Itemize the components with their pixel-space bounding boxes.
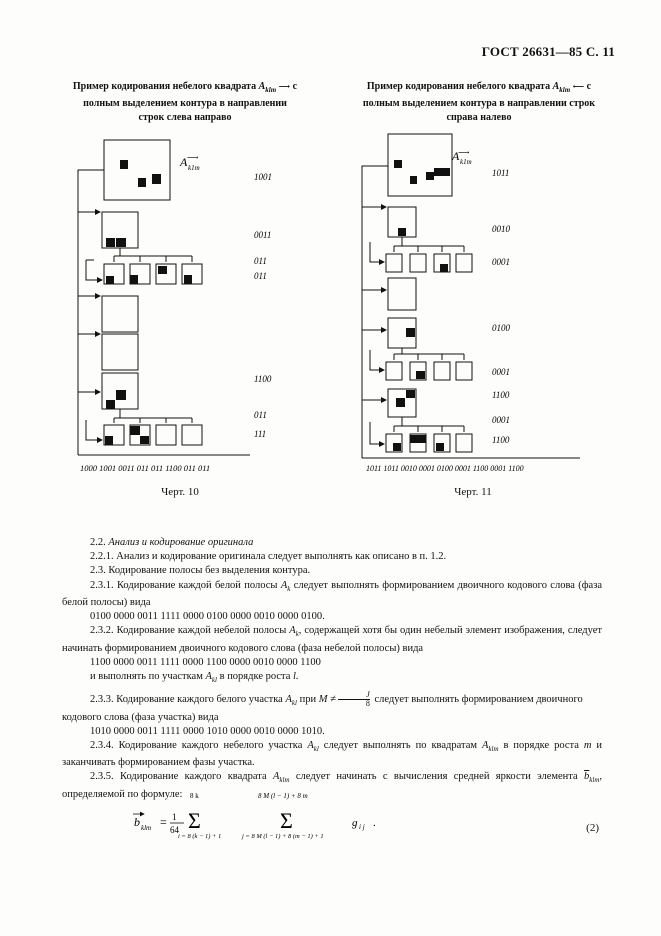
fig10-symbol-sub: k1m bbox=[188, 164, 200, 172]
math-symbol: A bbox=[481, 739, 489, 751]
fig11-code: 1100 bbox=[492, 435, 510, 445]
filled-cell bbox=[130, 275, 138, 284]
fig10-code: 111 bbox=[254, 429, 267, 439]
text-run: следует начинать с вычисления средней яркости элемента bbox=[295, 771, 578, 783]
text-run: 2.3.4. Кодирование каждого небелого участка bbox=[90, 739, 303, 751]
fig11-symbol: A bbox=[452, 149, 460, 163]
paragraph: кодового слова (фаза участка) вида bbox=[62, 711, 219, 723]
sum1-bottom: i = 8 (k − 1) + 1 bbox=[178, 833, 222, 840]
code-line: 1100 0000 0011 1111 0000 1100 0000 0010 0000 1100 bbox=[90, 656, 321, 668]
math-sub: klm bbox=[279, 776, 290, 785]
formula-frac-num: 1 bbox=[172, 812, 177, 822]
formula-end: . bbox=[373, 817, 376, 829]
fig11-code: 0100 bbox=[492, 323, 510, 333]
code-line: 0100 0000 0011 1111 0000 0100 0000 0010 0000 0100. bbox=[90, 611, 325, 623]
paragraph bbox=[62, 536, 602, 550]
text-run: и заканчивать формированием фазы участка. bbox=[62, 739, 603, 769]
math-symbol: M ≠ bbox=[318, 694, 336, 706]
fig11-subbox bbox=[434, 362, 450, 380]
caption-line: полным выделением контура в направлении строк bbox=[362, 98, 596, 109]
formula-lhs: b bbox=[134, 815, 140, 829]
fig10-code: 011 bbox=[254, 410, 267, 420]
fig11-code: 1100 bbox=[492, 390, 510, 400]
filled-cell bbox=[396, 398, 405, 407]
caption-symbol-sub: klm bbox=[265, 86, 277, 94]
fig11-subbox bbox=[386, 254, 402, 272]
filled-cell bbox=[406, 328, 415, 337]
math-symbol: l. bbox=[293, 671, 299, 683]
math-symbol: A bbox=[307, 739, 314, 751]
fig11-subbox bbox=[456, 434, 472, 452]
fig11-quad bbox=[388, 278, 416, 310]
section-number: 2.2. bbox=[90, 537, 106, 548]
fig10-code: 0011 bbox=[254, 230, 272, 240]
caption-symbol: A bbox=[258, 81, 266, 92]
math-symbol: A bbox=[285, 694, 292, 706]
equation-number: (2) bbox=[586, 822, 599, 834]
fig10-bottom-sequence: 1000 1001 0011 011 011 1100 011 011 bbox=[80, 463, 211, 473]
sum2-top: 8 M (l − 1) + 8 m bbox=[258, 792, 308, 800]
text-run: 2.3.5. Кодирование каждого квадрата bbox=[90, 771, 267, 783]
formula-frac-den: 64 bbox=[170, 825, 179, 835]
filled-cell bbox=[416, 371, 425, 379]
text-run: 2.3.1. Кодирование каждой белой полосы bbox=[90, 579, 278, 591]
math-sub: kl bbox=[211, 676, 217, 685]
fig11-code: 0001 bbox=[492, 257, 510, 267]
filled-cell bbox=[398, 228, 406, 236]
paragraph bbox=[62, 739, 602, 771]
caption-arrow: ⟵ bbox=[572, 82, 585, 91]
caption-line: полным выделением контура в направлении bbox=[83, 98, 287, 109]
filled-cell bbox=[434, 168, 450, 176]
filled-cell bbox=[106, 238, 115, 247]
filled-cell bbox=[140, 436, 149, 444]
formula-lhs-sub: klm bbox=[141, 824, 152, 832]
sum2-sign: Σ bbox=[280, 808, 293, 833]
text-run: в порядке роста bbox=[219, 671, 291, 683]
caption-arrow: ⟶ bbox=[278, 82, 291, 91]
filled-cell bbox=[184, 275, 192, 284]
sum1-top: 8 k bbox=[190, 792, 199, 800]
fig10-symbol: A bbox=[180, 155, 188, 169]
fig11-subbox bbox=[386, 362, 402, 380]
text-run: 2.3.3. Кодирование каждого белого участка bbox=[90, 694, 283, 706]
text-run: следует выполнять формированием двоичного кодового слова (фаза белой полосы) вида bbox=[62, 579, 603, 608]
figure-11-label: Черт. 11 bbox=[454, 486, 492, 498]
paragraph bbox=[62, 691, 602, 710]
filled-cell bbox=[105, 436, 113, 445]
fig10-code: 1100 bbox=[254, 374, 272, 384]
filled-cell bbox=[116, 390, 126, 400]
filled-cell bbox=[440, 264, 448, 272]
fraction-denominator: 8 bbox=[365, 699, 370, 709]
math-sub: k bbox=[295, 630, 299, 639]
fig10-code: 011 bbox=[254, 271, 267, 281]
filled-cell bbox=[436, 443, 444, 451]
fig11-code: 1011 bbox=[492, 168, 510, 178]
sum2-bottom: j = 8 M (l − 1) + 8 (m − 1) + 1 bbox=[242, 833, 324, 840]
caption-after: с bbox=[586, 81, 592, 92]
filled-cell bbox=[410, 435, 426, 443]
fig11-subbox bbox=[456, 254, 472, 272]
filled-cell bbox=[130, 426, 140, 435]
fig11-code: 0001 bbox=[492, 367, 510, 377]
filled-cell bbox=[393, 443, 401, 451]
math-symbol: A bbox=[205, 671, 212, 683]
math-symbol: A bbox=[289, 625, 296, 637]
filled-cell bbox=[106, 400, 115, 409]
math-symbol: A bbox=[280, 579, 288, 591]
text-run: 2.3.2. Кодирование каждой небелой полосы bbox=[90, 625, 287, 637]
fraction-numerator: J bbox=[338, 691, 370, 700]
text-run: , содержащей хотя бы один небелый элемент изображения, следует начинать формированием двоичного кодового слова (фаза небелой полосы) вида bbox=[62, 625, 602, 654]
text-run: в порядке роста bbox=[503, 739, 579, 751]
text-run: следует выполнять формированием двоичного bbox=[374, 694, 583, 706]
math-sub: k bbox=[287, 584, 291, 593]
caption-line: справа налево bbox=[446, 112, 512, 123]
filled-cell bbox=[120, 160, 128, 169]
filled-cell bbox=[394, 160, 402, 168]
fig10-quad bbox=[102, 296, 138, 332]
math-sub: kl bbox=[313, 745, 319, 754]
math-symbol: $\overline{b}$ bbox=[584, 771, 590, 783]
page-header: ГОСТ 26631—85 С. 11 bbox=[481, 44, 615, 59]
filled-cell bbox=[406, 390, 415, 398]
fig10-quad bbox=[102, 334, 138, 370]
fig11-code: 0010 bbox=[492, 224, 510, 234]
filled-cell bbox=[158, 266, 167, 274]
caption-line: строк слева направо bbox=[138, 112, 232, 123]
paragraph: 2.2.1. Анализ и кодирование оригинала следует выполнять как описано в п. 1.2. bbox=[90, 551, 447, 563]
text-run: при bbox=[299, 694, 317, 706]
filled-cell bbox=[410, 176, 417, 184]
formula-eq: = bbox=[160, 815, 167, 829]
section-title: Анализ и кодирование оригинала bbox=[108, 537, 254, 548]
text-run: и выполнять по участкам bbox=[90, 671, 203, 683]
math-sub: kl bbox=[291, 699, 297, 708]
fig10-subbox bbox=[182, 425, 202, 445]
math-symbol: A bbox=[273, 771, 280, 783]
fig11-symbol-arrow: ⟶ bbox=[458, 148, 470, 157]
paragraph bbox=[62, 624, 602, 656]
caption-symbol: A bbox=[552, 81, 560, 92]
figure-10-label: Черт. 10 bbox=[161, 486, 199, 498]
fig11-code: 0001 bbox=[492, 415, 510, 425]
filled-cell bbox=[138, 178, 146, 187]
fig10-code: 011 bbox=[254, 256, 267, 266]
fraction bbox=[338, 691, 370, 708]
paragraph bbox=[62, 579, 602, 611]
fig11-bottom-sequence: 1011 1011 0010 0001 0100 0001 1100 0001 1100 bbox=[366, 464, 524, 473]
code-line: 1010 0000 0011 1111 0000 1010 0000 0010 0000 1010. bbox=[90, 725, 325, 737]
fig10-main-square bbox=[104, 140, 170, 200]
fig11-symbol-sub: k1m bbox=[460, 158, 472, 166]
fig11-subbox bbox=[456, 362, 472, 380]
formula-2 bbox=[130, 790, 600, 840]
math-sub: klm bbox=[589, 776, 600, 785]
body-text bbox=[62, 536, 602, 802]
paragraph: 2.3. Кодирование полосы без выделения контура. bbox=[90, 565, 311, 577]
caption-line: Пример кодирования небелого квадрата bbox=[72, 81, 257, 92]
filled-cell bbox=[152, 174, 161, 184]
filled-cell bbox=[106, 276, 114, 284]
filled-cell bbox=[426, 172, 434, 180]
text-run: следует выполнять по квадратам bbox=[323, 739, 478, 751]
formula-term-sub: i j bbox=[359, 823, 365, 831]
filled-cell bbox=[116, 238, 126, 247]
fig10-code: 1001 bbox=[254, 172, 272, 182]
paragraph bbox=[62, 670, 602, 687]
fig11-subbox bbox=[410, 254, 426, 272]
sum1-sign: Σ bbox=[188, 808, 201, 833]
fig10-symbol-arrow: ⟶ bbox=[187, 153, 199, 162]
caption-line: Пример кодирования небелого квадрата bbox=[366, 81, 551, 92]
math-sub: klm bbox=[488, 745, 499, 754]
caption-after: с bbox=[292, 81, 298, 92]
caption-symbol-sub: klm bbox=[559, 86, 571, 94]
text-run: , определяемой по формуле: bbox=[62, 771, 603, 800]
formula-term: g bbox=[352, 817, 358, 829]
math-symbol: m bbox=[583, 739, 592, 751]
fig10-subbox bbox=[156, 425, 176, 445]
